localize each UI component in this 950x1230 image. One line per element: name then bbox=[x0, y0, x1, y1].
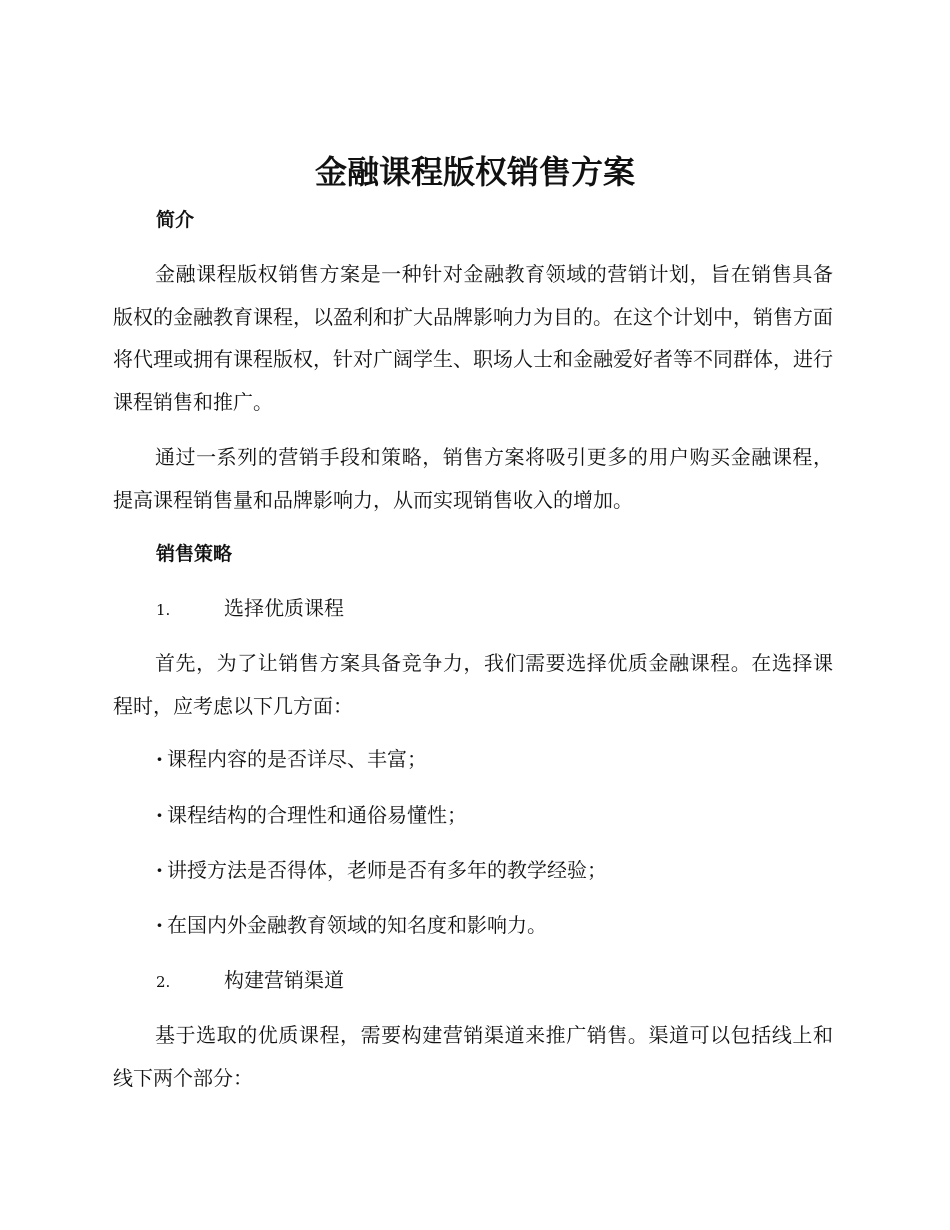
list-item bbox=[156, 744, 427, 774]
item-title: 选择优质课程 bbox=[224, 596, 344, 620]
strategy-paragraph-2: 基于选取的优质课程，需要构建营销渠道来推广销售。渠道可以包括线上和线下两个部分： bbox=[113, 1023, 833, 1090]
bullet-icon: · bbox=[156, 913, 163, 937]
intro-paragraph-2: 通过一系列的营销手段和策略，销售方案将吸引更多的用户购买金融课程，提高课程销售量和品牌影响力，从而实现销售收入的增加。 bbox=[113, 445, 833, 512]
list-item bbox=[156, 910, 547, 940]
list-item-text: 课程结构的合理性和通俗易懂性； bbox=[167, 803, 467, 827]
bullet-icon: · bbox=[156, 747, 163, 771]
bullet-icon: · bbox=[156, 858, 163, 882]
numbered-item-2 bbox=[156, 965, 344, 997]
numbered-item-1 bbox=[156, 593, 344, 625]
list-item-text: 在国内外金融教育领域的知名度和影响力。 bbox=[167, 913, 547, 937]
bullet-icon: · bbox=[156, 803, 163, 827]
section-heading-intro: 简介 bbox=[156, 209, 195, 231]
list-item-text: 课程内容的是否详尽、丰富； bbox=[167, 747, 427, 771]
strategy-paragraph-1: 首先，为了让销售方案具备竞争力，我们需要选择优质金融课程。在选择课程时，应考虑以下几方面： bbox=[113, 651, 833, 718]
item-number: 1. bbox=[156, 601, 171, 619]
section-heading-strategy: 销售策略 bbox=[156, 543, 233, 565]
intro-paragraph-1: 金融课程版权销售方案是一种针对金融教育领域的营销计划，旨在销售具备版权的金融教育课程，以盈利和扩大品牌影响力为目的。在这个计划中，销售方面将代理或拥有课程版权，针对广阔学生、职场人士和金融爱好者等不同群体，进行课程销售和推广。 bbox=[113, 262, 833, 414]
item-number: 2. bbox=[156, 973, 171, 991]
list-item bbox=[156, 855, 607, 885]
item-title: 构建营销渠道 bbox=[224, 968, 344, 992]
list-item-text: 讲授方法是否得体，老师是否有多年的教学经验； bbox=[167, 858, 607, 882]
document-title: 金融课程版权销售方案 bbox=[314, 153, 635, 191]
list-item bbox=[156, 800, 467, 830]
